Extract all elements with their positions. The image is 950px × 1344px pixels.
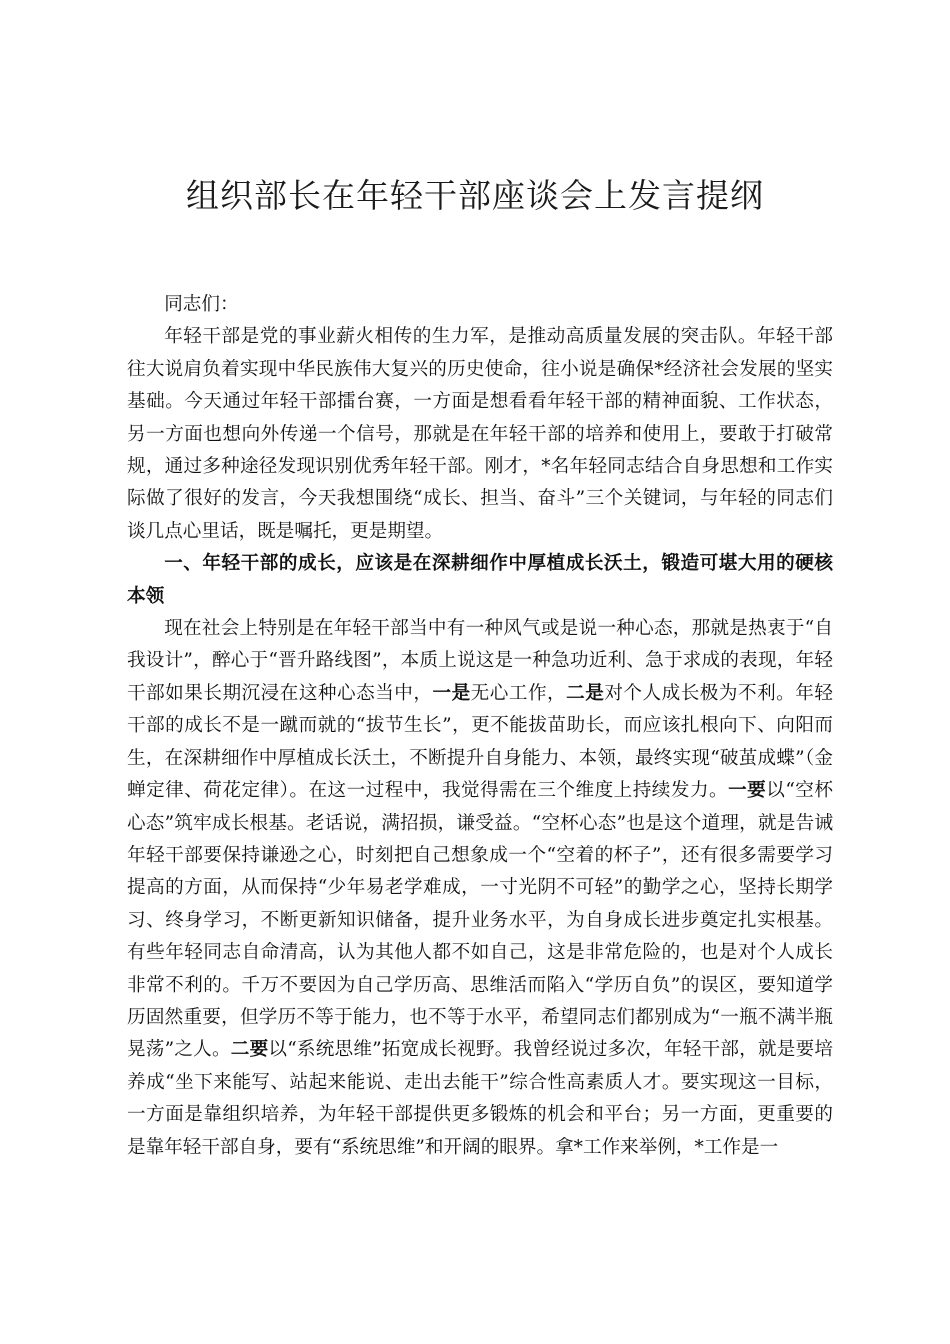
intro-paragraph: 年轻干部是党的事业薪火相传的生力军，是推动高质量发展的突击队。年轻干部往大说肩负着实现中华民族伟大复兴的历史使命，往小说是确保*经济社会发展的坚实基础。今天通过年轻干部擂台赛，一方面是想看看年轻干部的精神面貌、工作状态，另一方面也想向外传递一个信号，那就是在年轻干部的培养和使用上，要敢于打破常规，通过多种途径发现识别优秀年轻干部。刚才，*名年轻同志结合自身思想和工作实际做了很好的发言，今天我想围绕“成长、担当、奋斗”三个关键词，与年轻的同志们谈几点心里话，既是嘱托，更是期望。 xyxy=(127,326,833,542)
bold-marker: 二是 xyxy=(566,682,605,704)
text-run: 无心工作， xyxy=(470,682,567,704)
document-body xyxy=(127,289,833,1164)
bold-marker: 一要 xyxy=(728,780,767,802)
text-run: 以“空杯心态”筑牢成长根基。老话说，满招损，谦受益。“空杯心态”也是这个道理，就是告诫年轻干部要保持谦逊之心，时刻把自己想象成一个“空着的杯子”，还有很多需要学习提高的方面，从而保持“少年易老学难成，一寸光阴不可轻”的勤学之心，坚持长期学习、终身学习，不断更新知识储备，提升业务水平，为自身成长进步奠定扎实根基。有些年轻同志自命清高，认为其他人都不如自己，这是非常危险的，也是对个人成长非常不利的。千万不要因为自己学历高、思维活而陷入“学历自负”的误区，要知道学历固然重要，但学历不等于能力，也不等于水平，希望同志们都别成为“一瓶不满半瓶晃荡”之人。 xyxy=(127,780,833,1061)
salutation: 同志们： xyxy=(164,294,239,315)
document-title: 组织部长在年轻干部座谈会上发言提纲 xyxy=(186,176,764,215)
section-1-paragraph xyxy=(127,613,833,1164)
text-run: 现在社会上特别是在年轻干部当中有一种风气或是说一种心态，那就是热衷于“自我设计”，醉心于“晋升路线图”，本质上说这是一种急功近利、急于求成的表现，年轻干部如果长期沉浸在这种心态当中， xyxy=(127,618,833,704)
section-heading-1: 一、年轻干部的成长，应该是在深耕细作中厚植成长沃土，锻造可堪大用的硬核本领 xyxy=(127,553,833,607)
bold-marker: 二要 xyxy=(230,1039,269,1061)
text-run: 对个人成长极为不利。年轻干部的成长不是一蹴而就的“拔节生长”，更不能拔苗助长，而应该扎根向下、向阳而生，在深耕细作中厚植成长沃土，不断提升自身能力、本领，最终实现“破茧成蝶”（金蝉定律、荷花定律）。在这一过程中，我觉得需在三个维度上持续发力。 xyxy=(127,682,833,802)
text-run: 以“系统思维”拓宽成长视野。我曾经说过多次，年轻干部，就是要培养成“坐下来能写、站起来能说、走出去能干”综合性高素质人才。要实现这一目标，一方面是靠组织培养，为年轻干部提供更多锻炼的机会和平台；另一方面，更重要的是靠年轻干部自身，要有“系统思维”和开阔的眼界。拿*工作来举例，*工作是一 xyxy=(127,1039,833,1158)
bold-marker: 一是 xyxy=(432,682,471,704)
